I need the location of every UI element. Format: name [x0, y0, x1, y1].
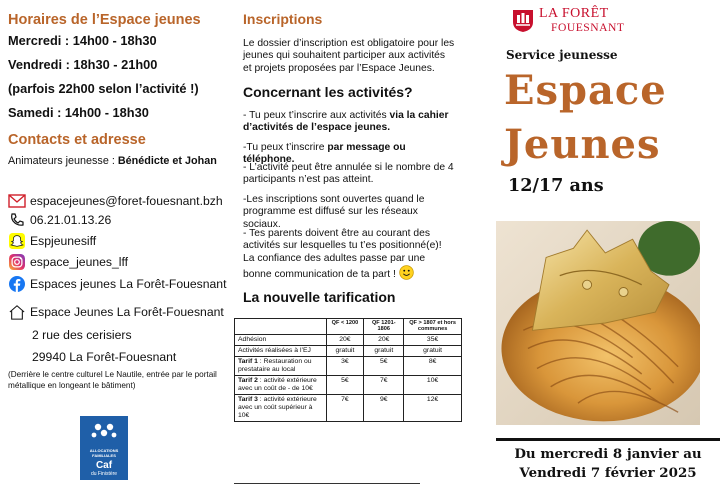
table-cell: 35€ — [404, 334, 462, 345]
table-row-label: Tarif 3 : activité extérieure avec un coût supérieur à 10€ — [235, 394, 327, 421]
table-row-label: Tarif 1 : Restauration ou prestataire au local — [235, 356, 327, 375]
activities-p1-bold: via la cahier d’activités de l’espace jeunes. — [243, 110, 449, 134]
phone-number[interactable]: 06.21.01.13.26 — [30, 213, 112, 227]
facebook-page[interactable]: Espaces jeunes La Forêt-Fouesnant — [30, 277, 227, 291]
galette-photo — [496, 211, 700, 435]
table-cell: 20€ — [326, 334, 364, 345]
tarif-title: La nouvelle tarification — [243, 289, 396, 305]
age-range: 12/17 ans — [508, 175, 604, 196]
town-crest-icon — [512, 9, 534, 33]
town-logo — [512, 7, 624, 34]
animators-names: Bénédicte et Johan — [117, 155, 217, 167]
table-cell: 12€ — [404, 394, 462, 421]
email-row — [8, 193, 223, 209]
activities-p2-bold: par message ou téléphone. — [243, 142, 406, 166]
table-cell: 10€ — [404, 375, 462, 394]
schedule-wednesday: Mercredi : 14h00 - 18h30 — [8, 33, 157, 48]
envelope-icon — [8, 193, 26, 209]
left-column — [0, 0, 240, 488]
table-header-cell: QF > 1807 et hors communes — [404, 319, 462, 335]
table-header-row — [235, 319, 462, 335]
caf-emblem-icon — [84, 419, 124, 443]
table-row-label: Adhésion — [235, 334, 327, 345]
snapchat-icon — [8, 233, 26, 249]
caf-text1: ALLOCATIONS FAMILIALES — [89, 448, 119, 458]
table-cell: 5€ — [326, 375, 364, 394]
instagram-row — [8, 254, 128, 270]
date-line1: Du mercredi 8 janvier au — [514, 446, 702, 462]
schedule-saturday: Samedi : 14h00 - 18h30 — [8, 105, 149, 120]
email-address[interactable]: espacejeunes@foret-fouesnant.bzh — [30, 194, 223, 208]
right-column — [496, 0, 720, 488]
title-jeunes: Jeunes — [504, 121, 661, 168]
table-header-cell — [235, 319, 327, 335]
facebook-icon — [8, 276, 26, 292]
table-cell: 5€ — [364, 356, 404, 375]
table-row — [235, 345, 462, 356]
activities-p1 — [243, 110, 455, 135]
table-row — [235, 356, 462, 375]
service-label: Service jeunesse — [506, 48, 618, 62]
contacts-title: Contacts et adresse — [8, 132, 146, 148]
inscriptions-text: Le dossier d’inscription est obligatoire pour les jeunes qui souhaitent participer aux activités et projets proposées par l’Espace Jeunes. — [243, 38, 455, 74]
caf-text3: du Finistère — [90, 471, 118, 477]
title-espace: Espace — [504, 67, 667, 114]
table-row — [235, 375, 462, 394]
animators-label: Animateurs jeunesse : — [8, 155, 118, 167]
top-rule — [496, 438, 720, 441]
table-header-cell: QF < 1200 — [326, 319, 364, 335]
inscriptions-title: Inscriptions — [243, 11, 323, 27]
address-note: (Derrière le centre culturel Le Nautile, entrée par le portail métallique en longeant le bâtiment) — [8, 370, 217, 390]
hours-title: Horaires de l’Espace jeunes — [8, 12, 201, 28]
smiley-icon — [399, 265, 414, 280]
activities-p4: -Les inscriptions sont ouvertes quand le programme est diffusé sur les réseaux sociaux. — [243, 194, 425, 230]
table-cell: 7€ — [326, 394, 364, 421]
table-cell: gratuit — [326, 345, 364, 356]
instagram-icon — [8, 254, 26, 270]
table-cell: gratuit — [364, 345, 404, 356]
tarif-table — [234, 318, 462, 422]
caf-text2: Caf — [95, 460, 113, 471]
divider-line — [234, 483, 420, 484]
schedule-friday-note: (parfois 22h00 selon l’activité !) — [8, 81, 199, 96]
logo-line1: LA FORÊT — [539, 6, 609, 21]
phone-icon — [8, 212, 26, 228]
schedule-friday: Vendredi : 18h30 - 21h00 — [8, 57, 158, 72]
table-row-label: Tarif 2 : activité extérieure avec un coût de - de 10€ — [235, 375, 327, 394]
table-cell: gratuit — [404, 345, 462, 356]
activities-p1-text: - Tu peux t’inscrire aux activités — [243, 110, 390, 121]
table-cell: 3€ — [326, 356, 364, 375]
activities-p5 — [243, 228, 455, 281]
activities-p5-text: - Tes parents doivent être au courant des activités sur lesquelles tu t’es positionné(e)! La confiance des adultes passe par une bonne communication de ta part ! — [243, 228, 442, 280]
address-line3: 29940 La Forêt-Fouesnant — [32, 350, 177, 364]
instagram-handle[interactable]: espace_jeunes_lff — [30, 255, 129, 269]
caf-logo — [80, 416, 128, 480]
address-block — [8, 304, 234, 391]
table-cell: 9€ — [364, 394, 404, 421]
table-header-cell: QF 1201-1806 — [364, 319, 404, 335]
table-cell: 7€ — [364, 375, 404, 394]
logo-line2: FOUESNANT — [551, 21, 625, 34]
table-row — [235, 394, 462, 421]
table-row — [235, 334, 462, 345]
house-icon — [8, 304, 26, 320]
table-row-label: Activités réalisées à l’EJ — [235, 345, 327, 356]
snapchat-handle[interactable]: Espjeunesiff — [30, 234, 97, 248]
activities-p3: - L’activité peut être annulée si le nombre de 4 participants n’est pas atteint. — [243, 162, 454, 186]
snapchat-row — [8, 233, 96, 249]
address-line2: 2 rue des cerisiers — [32, 328, 132, 342]
phone-row — [8, 212, 111, 228]
activities-p2-text: -Tu peux t’inscrire — [243, 142, 328, 153]
date-line2: Vendredi 7 février 2025 — [519, 465, 697, 481]
animators — [8, 155, 217, 168]
table-cell: 20€ — [364, 334, 404, 345]
table-cell: 8€ — [404, 356, 462, 375]
facebook-row — [8, 276, 226, 292]
address-line1: Espace Jeunes La Forêt-Fouesnant — [30, 305, 224, 319]
activities-title: Concernant les activités? — [243, 84, 413, 100]
